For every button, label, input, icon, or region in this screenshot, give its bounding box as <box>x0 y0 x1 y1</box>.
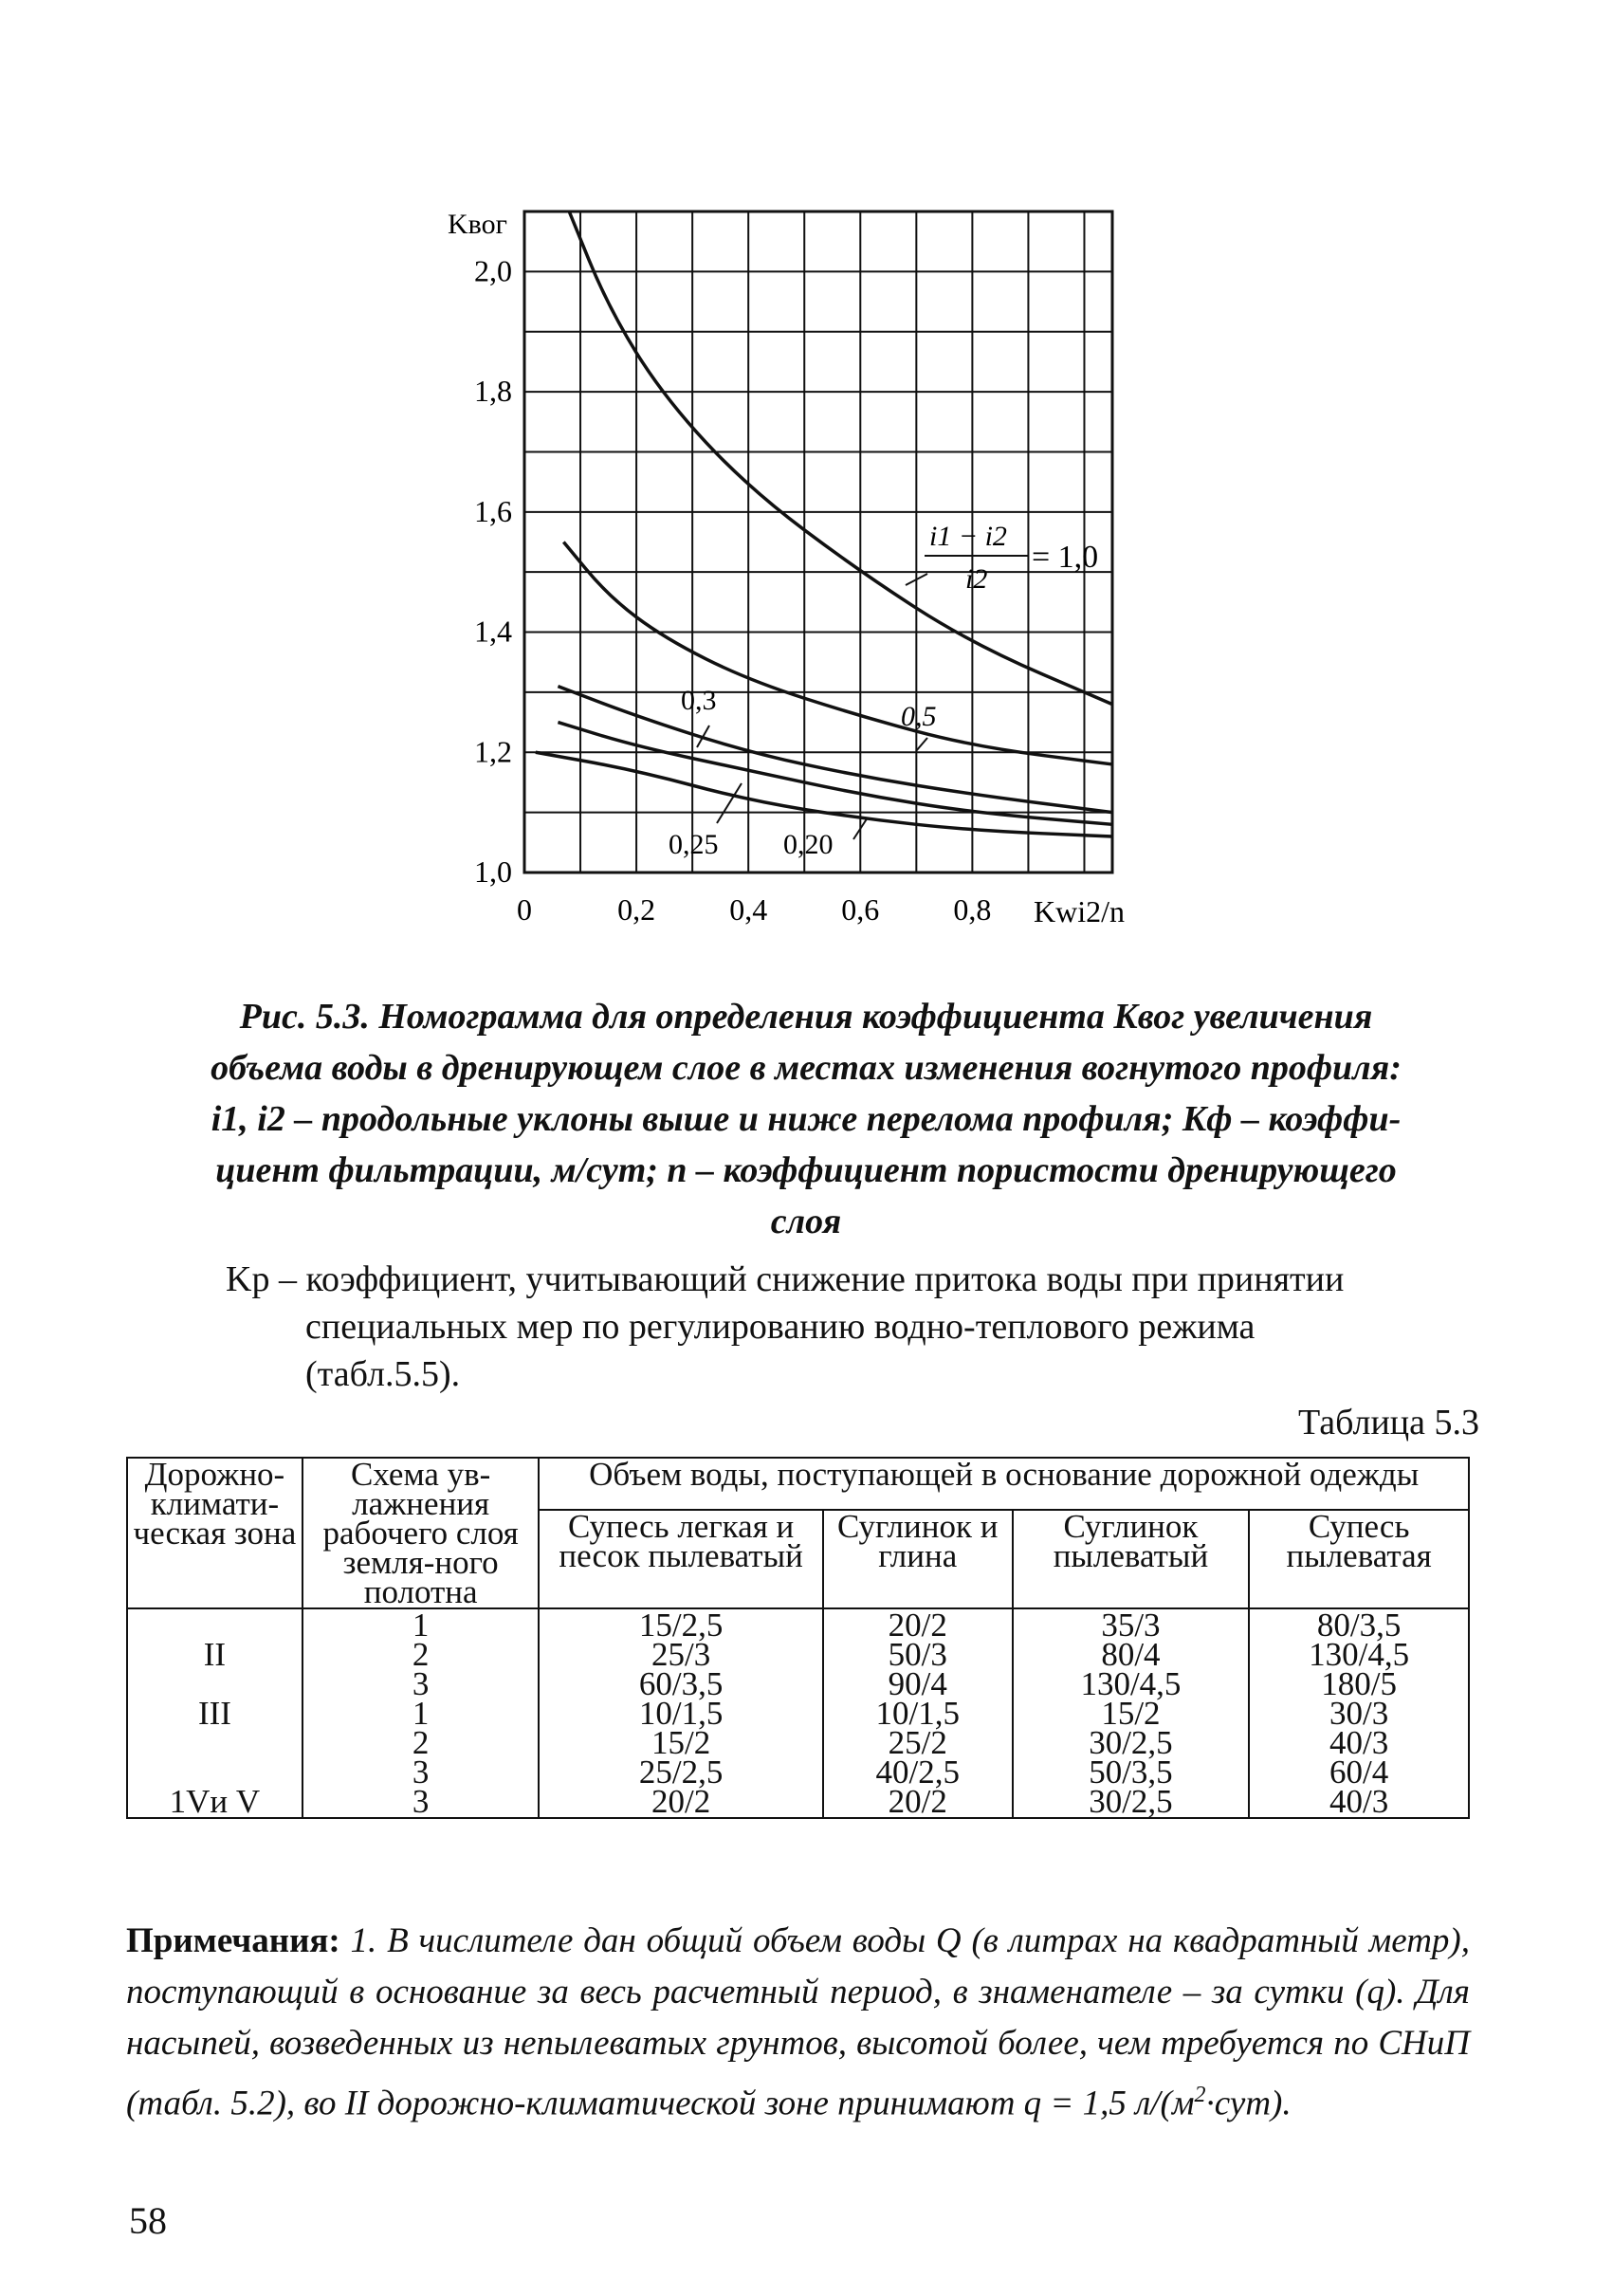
header-col-3: Суглинок пылеватый <box>1013 1510 1250 1608</box>
notes-tail: ·сут). <box>1205 2084 1292 2123</box>
caption-line-2: объема воды в дренирующем слое в местах изменения вогнутого профиля: <box>211 1048 1402 1088</box>
kp-line-2: специальных мер по регулированию водно-теплового режима <box>305 1307 1256 1347</box>
caption-line-3: i1, i2 – продольные уклоны выше и ниже перелома профиля; Kф – коэффи- <box>211 1099 1402 1139</box>
ratio-legend <box>906 521 1098 595</box>
kp-line-3: (табл.5.5). <box>305 1354 461 1394</box>
chart-curves <box>536 211 1112 836</box>
y-tick-labels <box>474 253 512 889</box>
x-tick-label: 0,6 <box>841 892 880 927</box>
x-tick-label: 0,8 <box>953 892 992 927</box>
curve-label-0-3: 0,3 <box>681 685 717 716</box>
cell-col-4: 80/3,5 130/4,5 180/5 30/3 40/3 60/4 40/3 <box>1249 1608 1469 1818</box>
notes-paragraph <box>126 1916 1470 2129</box>
y-tick-label: 1,0 <box>474 854 512 889</box>
x-axis-label: Kwi2/n <box>1034 894 1125 928</box>
cell-schemes: 1 2 3 1 2 3 3 <box>302 1608 540 1818</box>
ratio-denominator: i2 <box>965 563 988 595</box>
ratio-value: = 1,0 <box>1032 540 1099 575</box>
y-tick-label: 1,8 <box>474 374 512 409</box>
caption-line-5: слоя <box>770 1202 842 1241</box>
figure-caption <box>166 991 1446 1247</box>
y-tick-label: 1,4 <box>474 614 512 649</box>
y-tick-label: 2,0 <box>474 253 512 288</box>
table-header-row-1 <box>127 1458 1469 1510</box>
ratio-numerator: i1 − i2 <box>929 521 1007 552</box>
table-body-row <box>127 1608 1469 1818</box>
x-tick-label: 0 <box>517 892 532 927</box>
x-tick-label: 0,2 <box>617 892 656 927</box>
y-tick-label: 1,2 <box>474 734 512 769</box>
header-col-1: Супесь легкая и песок пылеватый <box>539 1510 822 1608</box>
header-col-4: Супесь пылеватая <box>1249 1510 1469 1608</box>
y-axis-label: Kвог <box>448 209 507 240</box>
curve-label-0-20: 0,20 <box>783 829 834 860</box>
page-number: 58 <box>129 2199 167 2242</box>
cell-zones: II III 1Vи V <box>127 1608 302 1818</box>
caption-line-4: циент фильтрации, м/сут; n – коэффициент пористости дренирующего <box>215 1150 1397 1190</box>
notes-heading: Примечания: <box>126 1921 340 1960</box>
leader-0-25 <box>717 783 742 823</box>
kp-line-1: Kр – коэффициент, учитывающий снижение притока воды при принятии <box>226 1259 1345 1299</box>
x-tick-labels <box>517 892 991 927</box>
notes-text: 1. В числителе дан общий объем воды Q (в литрах на квадратный метр), поступающий в основание за весь расчетный период, в знаменателе – за сутки (q). Для насыпей, возведенных из непылеватых грунтов, высотой более, чем требуется по СНиП (табл. 5.2), во II дорожно-климатической зоне принимают q = 1,5 л/(м <box>126 1921 1470 2123</box>
notes-superscript: 2 <box>1194 2083 1206 2107</box>
header-col-2: Суглинок и глина <box>823 1510 1013 1608</box>
cell-col-2: 20/2 50/3 90/4 10/1,5 25/2 40/2,5 20/2 <box>823 1608 1013 1818</box>
leader-0-5 <box>916 738 927 751</box>
curve-0-20 <box>536 752 1112 836</box>
header-volume: Объем воды, поступающей в основание дорожной одежды <box>539 1458 1469 1510</box>
kp-definition <box>226 1256 1458 1398</box>
curve-label-0-25: 0,25 <box>669 829 719 860</box>
curve-label-0-5: 0,5 <box>901 701 937 732</box>
header-zone: Дорожно-климати-ческая зона <box>127 1458 302 1608</box>
curve-0-5 <box>563 542 1112 764</box>
nomogram-chart <box>0 0 1613 967</box>
cell-col-3: 35/3 80/4 130/4,5 15/2 30/2,5 50/3,5 30/2,5 <box>1013 1608 1250 1818</box>
curve-1-0 <box>569 211 1112 705</box>
caption-line-1: Рис. 5.3. Номограмма для определения коэффициента Kвог увеличения <box>239 997 1373 1037</box>
table-caption: Таблица 5.3 <box>1297 1403 1479 1442</box>
x-tick-label: 0,4 <box>729 892 768 927</box>
water-volume-table <box>126 1457 1470 1819</box>
y-tick-label: 1,6 <box>474 493 512 528</box>
header-scheme: Схема ув-лажнения рабочего слоя земля-ного полотна <box>302 1458 540 1608</box>
cell-col-1: 15/2,5 25/3 60/3,5 10/1,5 15/2 25/2,5 20/2 <box>539 1608 822 1818</box>
